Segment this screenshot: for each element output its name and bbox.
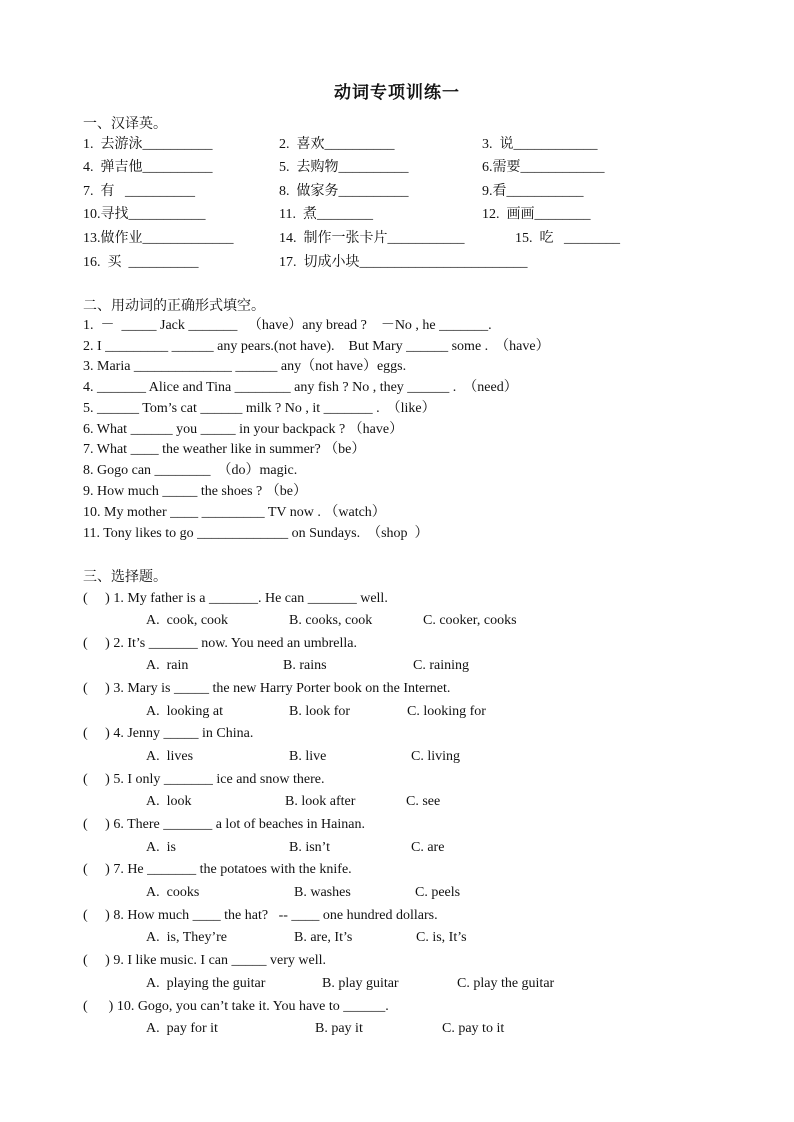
choice-question: ( ) 2. It’s _______ now. You need an umbrella. (83, 636, 358, 651)
choice-option-a: A. cook, cook (146, 613, 229, 628)
vocab-item: 16. 买 __________ (83, 255, 199, 270)
choice-option-b: B. cooks, cook (289, 613, 373, 628)
choice-question: ( ) 4. Jenny _____ in China. (83, 726, 254, 741)
vocab-item: 6.需要____________ (482, 160, 605, 175)
choice-option-b: B. isn’t (289, 840, 330, 855)
vocab-item: 1. 去游泳__________ (83, 137, 213, 152)
choice-option-b: B. are, It’s (294, 930, 353, 945)
vocab-item: 14. 制作一张卡片___________ (279, 231, 465, 246)
section1-heading: 一、汉译英。 (83, 117, 167, 132)
vocab-item: 7. 有 __________ (83, 184, 195, 199)
choice-option-b: B. pay it (315, 1021, 363, 1036)
choice-option-b: B. washes (294, 885, 351, 900)
section2-heading: 二、用动词的正确形式填空。 (83, 299, 265, 314)
choice-option-c: C. raining (413, 658, 469, 673)
fill-in-item: 5. ______ Tom’s cat ______ milk ? No , it _______ . （like） (83, 401, 436, 416)
vocab-item: 8. 做家务__________ (279, 184, 409, 199)
choice-option-c: C. living (411, 749, 461, 764)
choice-option-c: C. looking for (407, 704, 486, 719)
choice-question: ( ) 6. There _______ a lot of beaches in Hainan. (83, 817, 365, 832)
choice-option-c: C. cooker, cooks (423, 613, 517, 628)
choice-option-a: A. look (146, 794, 192, 809)
fill-in-item: 7. What ____ the weather like in summer? （be） (83, 442, 366, 457)
choice-option-b: B. look after (285, 794, 356, 809)
choice-option-a: A. playing the guitar (146, 976, 266, 991)
choice-option-b: B. look for (289, 704, 351, 719)
choice-option-c: C. are (411, 840, 445, 855)
choice-question: ( ) 5. I only _______ ice and snow there. (83, 772, 325, 787)
vocab-item: 13.做作业_____________ (83, 231, 234, 246)
choice-question: ( ) 8. How much ____ the hat? -- ____ one hundred dollars. (83, 908, 438, 923)
choice-option-b: B. live (289, 749, 327, 764)
fill-in-item: 3. Maria ______________ ______ any（not have）eggs. (83, 359, 407, 374)
choice-question: ( ) 3. Mary is _____ the new Harry Porter book on the Internet. (83, 681, 451, 696)
fill-in-item: 9. How much _____ the shoes ? （be） (83, 484, 307, 499)
choice-option-a: A. is, They’re (146, 930, 227, 945)
choice-question: ( ) 10. Gogo, you can’t take it. You have to ______. (83, 999, 389, 1014)
vocab-item: 9.看___________ (482, 184, 584, 199)
choice-option-c: C. play the guitar (457, 976, 555, 991)
choice-option-c: C. pay to it (442, 1021, 505, 1036)
choice-option-a: A. cooks (146, 885, 200, 900)
vocab-item: 2. 喜欢__________ (279, 137, 395, 152)
choice-option-a: A. rain (146, 658, 189, 673)
fill-in-item: 4. _______ Alice and Tina ________ any fish ? No , they ______ . （need） (83, 380, 518, 395)
choice-option-c: C. peels (415, 885, 461, 900)
choice-option-c: C. is, It’s (416, 930, 467, 945)
choice-option-a: A. pay for it (146, 1021, 218, 1036)
choice-option-c: C. see (406, 794, 441, 809)
vocab-item: 5. 去购物__________ (279, 160, 409, 175)
fill-in-item: 2. I _________ ______ any pears.(not have). But Mary ______ some . （have） (83, 339, 550, 354)
choice-option-b: B. rains (283, 658, 327, 673)
page-title: 动词专项训练一 (334, 83, 460, 102)
vocab-item: 15. 吃 ________ (515, 231, 620, 246)
section3-heading: 三、选择题。 (83, 570, 167, 585)
choice-question: ( ) 9. I like music. I can _____ very well. (83, 953, 326, 968)
fill-in-item: 6. What ______ you _____ in your backpack ? （have） (83, 422, 404, 437)
choice-question: ( ) 1. My father is a _______. He can _______ well. (83, 591, 388, 606)
choice-option-a: A. is (146, 840, 176, 855)
choice-option-b: B. play guitar (322, 976, 399, 991)
choice-option-a: A. looking at (146, 704, 223, 719)
vocab-item: 4. 弹吉他__________ (83, 160, 213, 175)
fill-in-item: 11. Tony likes to go _____________ on Sundays. （shop ） (83, 526, 429, 541)
fill-in-item: 10. My mother ____ _________ TV now . （watch） (83, 505, 386, 520)
vocab-item: 3. 说____________ (482, 137, 598, 152)
vocab-item: 11. 煮________ (279, 207, 373, 222)
fill-in-item: 1. － _____ Jack _______ （have）any bread ? －No , he _______. (83, 318, 492, 333)
vocab-item: 17. 切成小块________________________ (279, 255, 528, 270)
choice-option-a: A. lives (146, 749, 194, 764)
vocab-item: 10.寻找___________ (83, 207, 206, 222)
fill-in-item: 8. Gogo can ________ （do）magic. (83, 463, 298, 478)
vocab-item: 12. 画画________ (482, 207, 591, 222)
choice-question: ( ) 7. He _______ the potatoes with the knife. (83, 862, 352, 877)
